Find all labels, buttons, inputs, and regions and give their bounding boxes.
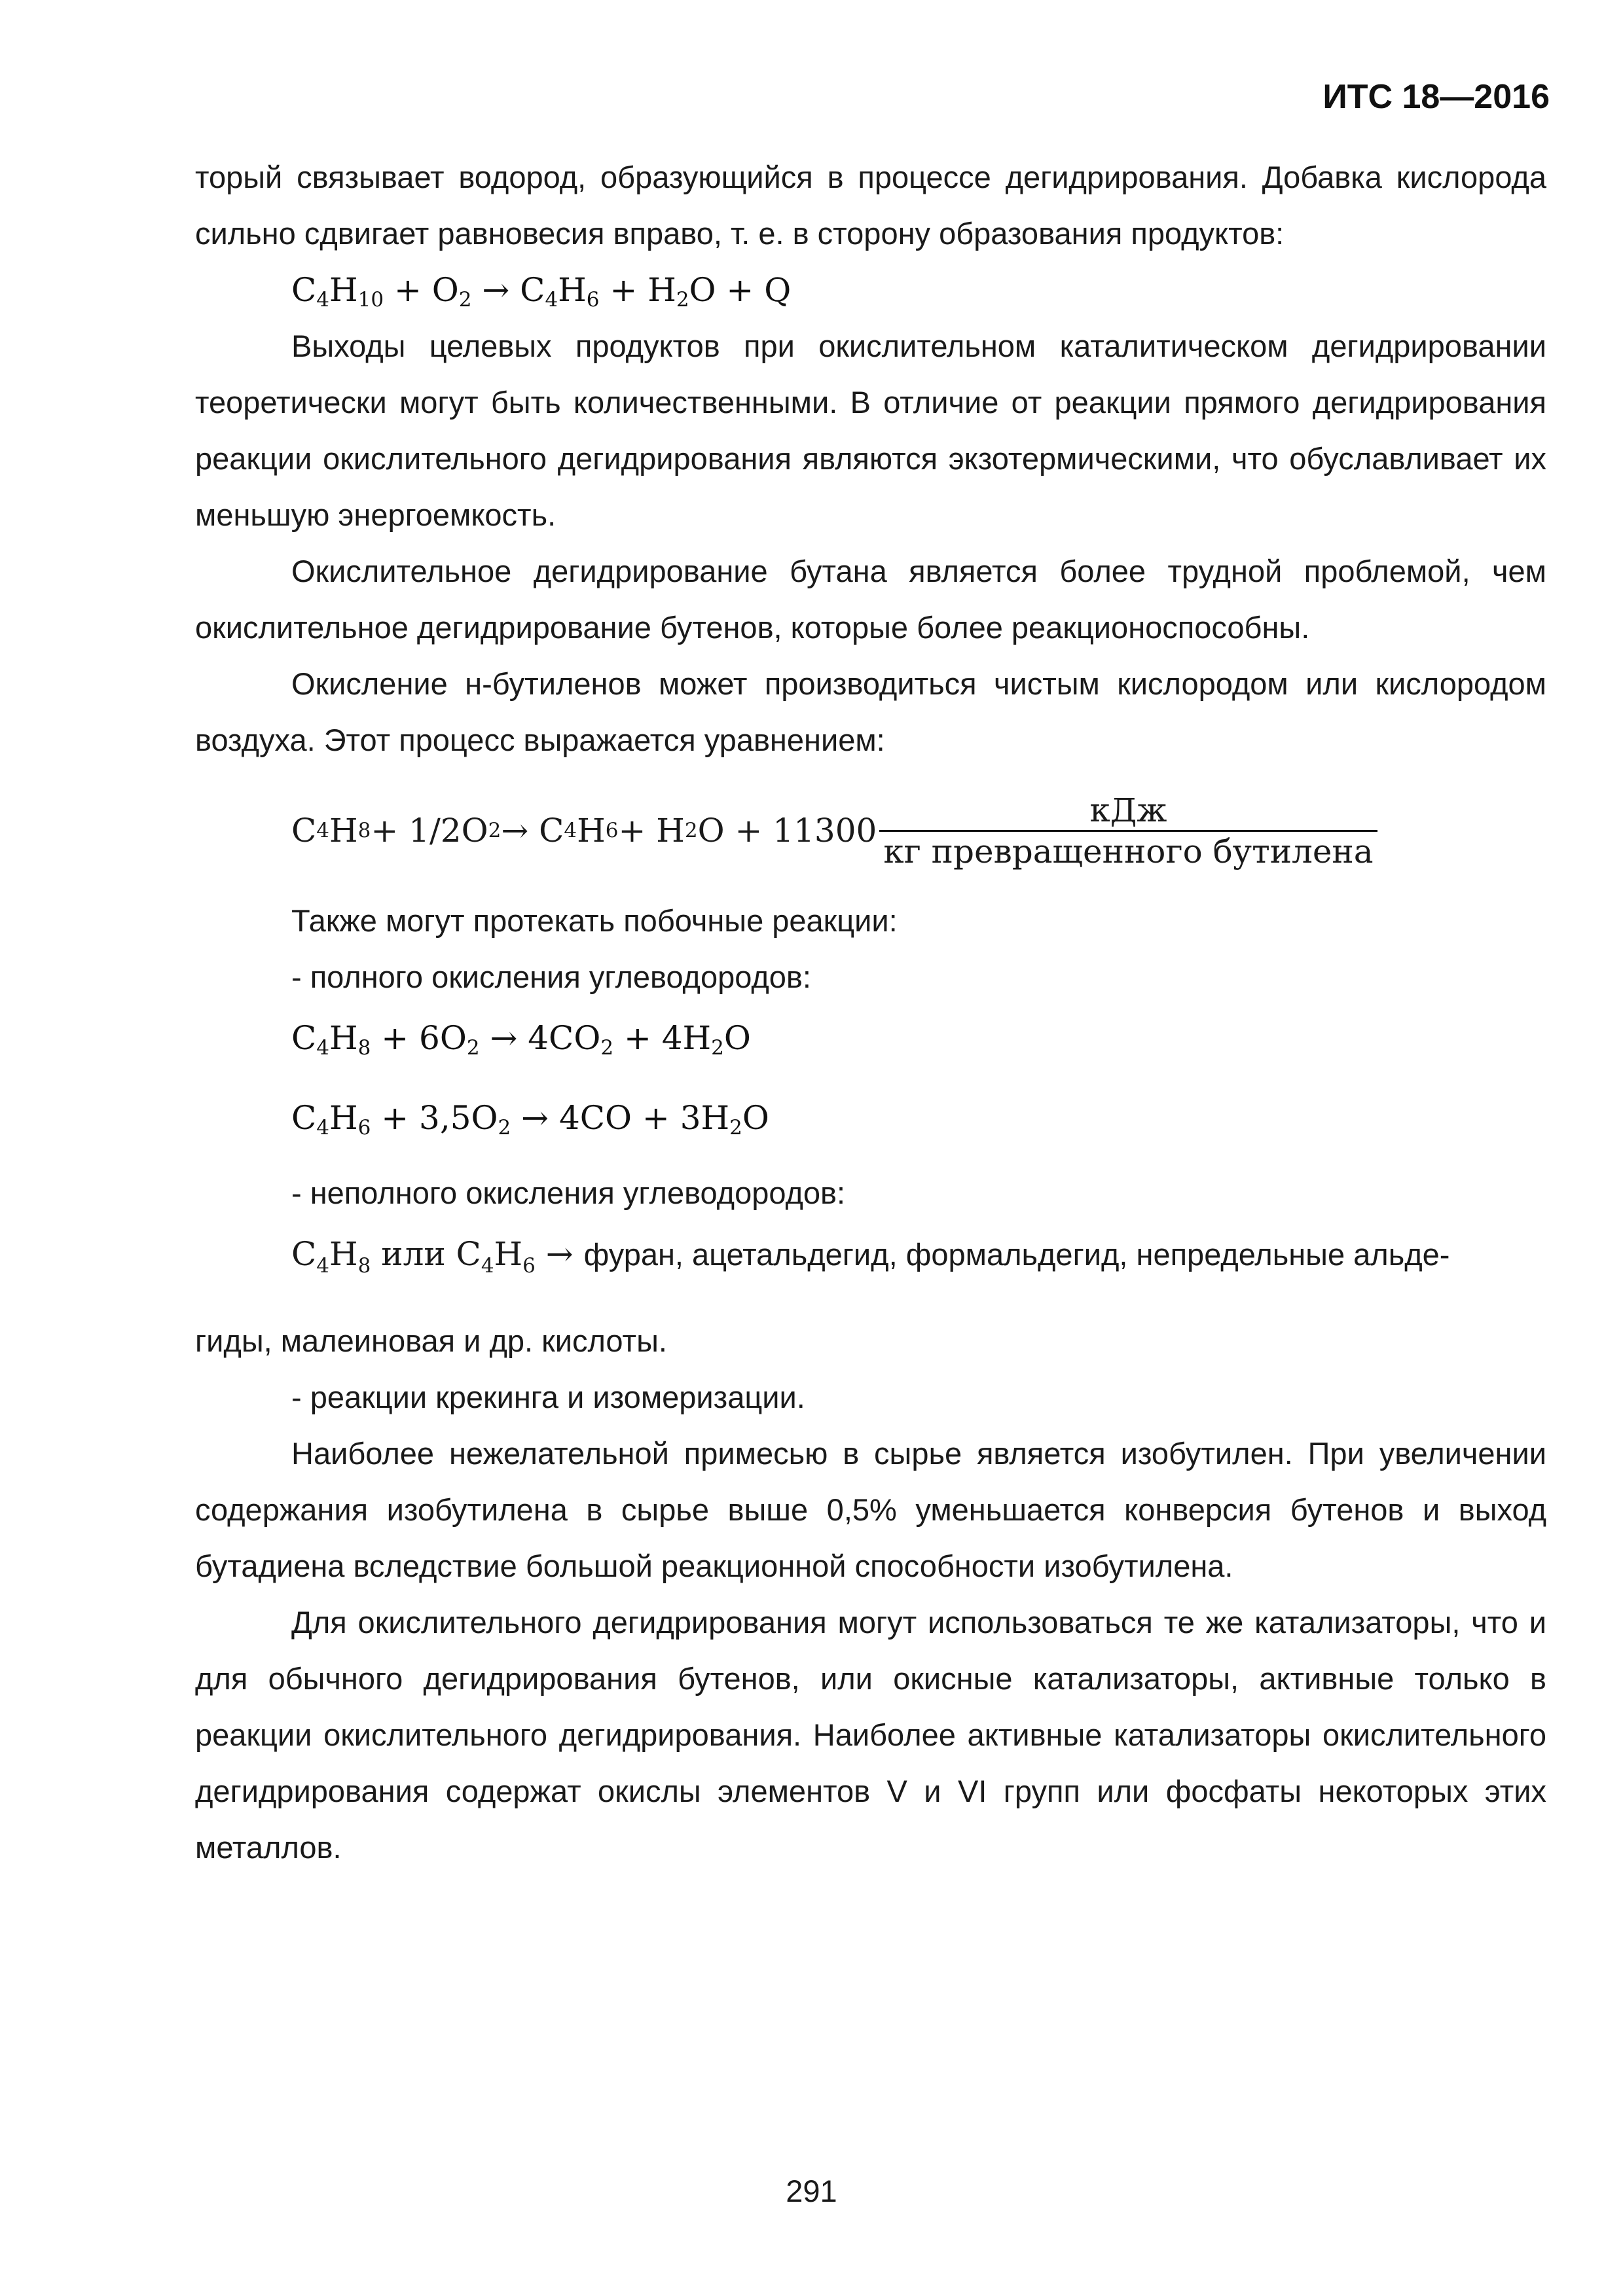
equation-5: $C_4H_8$ или $C_4H_6$ → фуран, ацетальдегид, формальдегид, непредельные альде- (291, 1235, 1450, 1278)
equation-1: $C_4H_{10} + O_2 \to C_4H_6 + H_2O + Q$ (291, 271, 792, 312)
fraction-denominator: кг превращенного бутилена (883, 832, 1374, 870)
page-number: 291 (786, 2174, 837, 2208)
paragraph-4: Окисление н-бутиленов может производиться чистым кислородом или кислородом воздуха. Этот процесс выражается уравнением: (195, 666, 1546, 757)
equation-3: $C_4H_8 + 6O_2 \to 4CO_2 + 4H_2O$ (291, 1019, 751, 1060)
paragraph-5: Наиболее нежелательной примесью в сырье является изобутилен. При увеличении содержания изобутилена в сырье выше 0,5% уменьшается конверсия бутенов и выход бутадиена вследствие большой реакционной способности изобутилена. (195, 1436, 1546, 1583)
partial-oxidation-label: - неполного окисления углеводородов: (291, 1175, 846, 1210)
equation-5-continuation: гиды, малеиновая и др. кислоты. (195, 1323, 667, 1358)
side-reactions-intro: Также могут протекать побочные реакции: (291, 903, 898, 938)
energy-unit-fraction (879, 791, 1377, 871)
paragraph-6: Для окислительного дегидрирования могут использоваться те же катализаторы, что и для обычного дегидрирования бутенов, или окисные катализаторы, активные только в реакции окислительного дегидрирования. Наиболее активные катализаторы окислительного дегидрирования содержат окислы элементов V и VI групп или фосфаты некоторых этих металлов. (195, 1605, 1546, 1865)
equation-4: $C_4H_6 + 3,5O_2 \to 4CO + 3H_2O$ (291, 1099, 769, 1139)
equation-2: C 4 H 8 + 1/2O 2 → C 4 H 6 + H 2 O + 11300 $\frac{\text{кДж}}{\text{кг превращенного бутилена}}$ (195, 768, 1546, 893)
paragraph-3: Окислительное дегидрирование бутана является более трудной проблемой, чем окислительное дегидрирование бутенов, которые более реакционоспособны. (195, 554, 1546, 645)
full-oxidation-label: - полного окисления углеводородов: (291, 960, 811, 994)
cracking-label: - реакции крекинга и изомеризации. (291, 1380, 805, 1414)
paragraph-1: торый связывает водород, образующийся в процессе дегидрирования. Добавка кислорода сильно сдвигает равновесия вправо, т. е. в сторону образования продуктов: (195, 160, 1546, 251)
document-id: ИТС 18—2016 (1322, 78, 1550, 116)
fraction-numerator: кДж (1089, 791, 1167, 829)
paragraph-2: Выходы целевых продуктов при окислительном каталитическом дегидрировании теоретически могут быть количественными. В отличие от реакции прямого дегидрирования реакции окислительного дегидрирования являются экзотермическими, что обуславливает их меньшую энергоемкость. (195, 329, 1546, 532)
page-body (195, 149, 1546, 1876)
